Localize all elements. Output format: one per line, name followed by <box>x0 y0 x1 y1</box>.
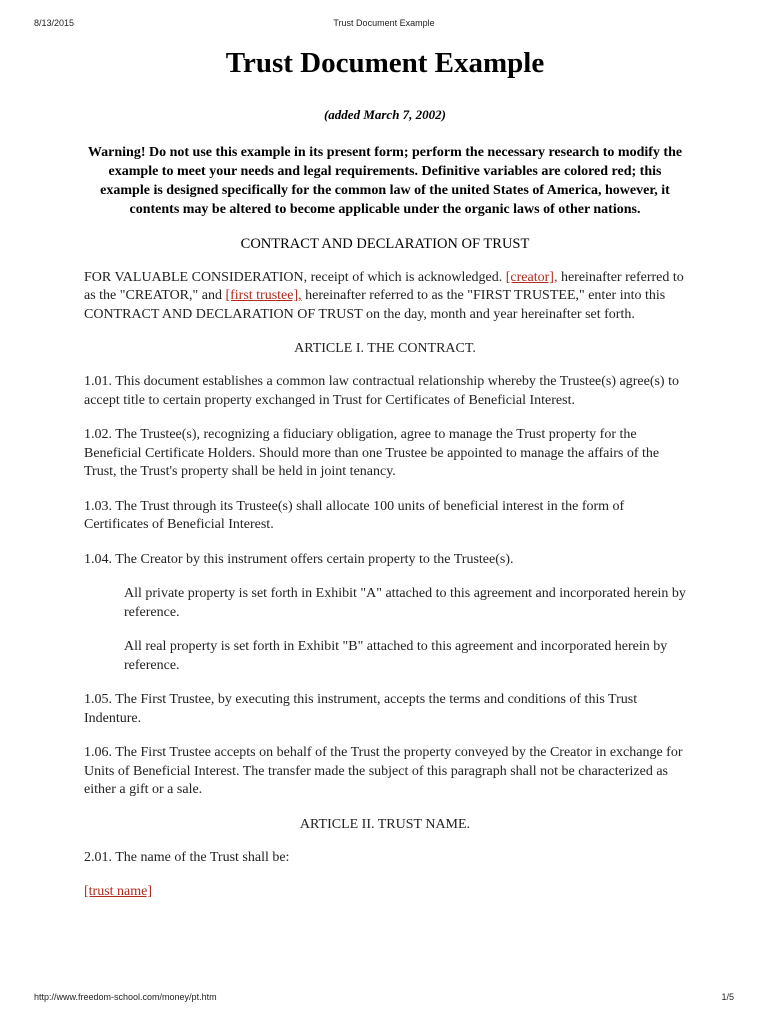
print-date: 8/13/2015 <box>34 18 75 28</box>
warning-paragraph: Warning! Do not use this example in its present form; perform the necessary research to modify the example to meet your needs and legal requirements. Definitive variables are colored red; this example is designed specifically for the common law of the united States of America, however, it contents may be altered to become applicable under the organic laws of other nations. <box>87 144 683 217</box>
intro-text-1: FOR VALUABLE CONSIDERATION, receipt of which is acknowledged. <box>84 269 506 285</box>
section-1-06: 1.06. The First Trustee accepts on behalf of the Trust the property conveyed by the Creator in exchange for Units of Beneficial Interest. The transfer made the subject of this paragraph shall not be characterized as either a gift or a sale. <box>84 745 683 798</box>
exhibit-b-paragraph: All real property is set forth in Exhibit "B" attached to this agreement and incorporated herein by reference. <box>124 639 668 673</box>
article-2-heading: ARTICLE II. TRUST NAME. <box>299 816 471 832</box>
intro-text-3: hereinafter referred to as the "FIRST TRUSTEE," enter into this CONTRACT AND DECLARATION OF TRUST on the day, month and year hereinafter set forth. <box>84 288 666 322</box>
section-1-02: 1.02. The Trustee(s), recognizing a fiduciary obligation, agree to manage the Trust property for the Beneficial Certificate Holders. Should more than one Trustee be appointed to manage the affairs of the Trust, the Trust's property shall be held in joint tenancy. <box>84 427 660 480</box>
trust-name-variable: [trust name] <box>84 884 153 900</box>
creator-variable: [creator], <box>505 269 558 285</box>
page-number: 1/5 <box>721 992 734 1002</box>
exhibit-a-paragraph: All private property is set forth in Exhibit "A" attached to this agreement and incorporated herein by reference. <box>124 586 686 620</box>
intro-paragraph <box>84 269 686 325</box>
article-1-heading: ARTICLE I. THE CONTRACT. <box>294 341 476 357</box>
section-1-04: 1.04. The Creator by this instrument offers certain property to the Trustee(s). <box>84 551 514 567</box>
page-title: Trust Document Example <box>225 47 545 79</box>
section-1-05: 1.05. The First Trustee, by executing this instrument, accepts the terms and conditions of this Trust Indenture. <box>84 692 638 726</box>
section-2-01: 2.01. The name of the Trust shall be: <box>84 849 290 865</box>
section-1-03: 1.03. The Trust through its Trustee(s) shall allocate 100 units of beneficial interest in the form of Certificates of Beneficial Interest. <box>84 498 625 533</box>
section-1-01: 1.01. This document establishes a common law contractual relationship whereby the Trustee(s) agree(s) to accept title to certain property exchanged in Trust for Certificates of Beneficial Interest. <box>84 374 679 408</box>
intro-text-2: hereinafter referred to as the "CREATOR," and <box>84 269 684 304</box>
added-date: (added March 7, 2002) <box>323 106 447 122</box>
print-doc-title: Trust Document Example <box>333 18 435 28</box>
trust-name-line <box>84 883 686 902</box>
contract-heading: CONTRACT AND DECLARATION OF TRUST <box>240 235 530 252</box>
source-url[interactable]: http://www.freedom-school.com/money/pt.htm <box>34 992 217 1002</box>
document-body <box>84 46 686 902</box>
first-trustee-variable: [first trustee], <box>225 288 302 304</box>
